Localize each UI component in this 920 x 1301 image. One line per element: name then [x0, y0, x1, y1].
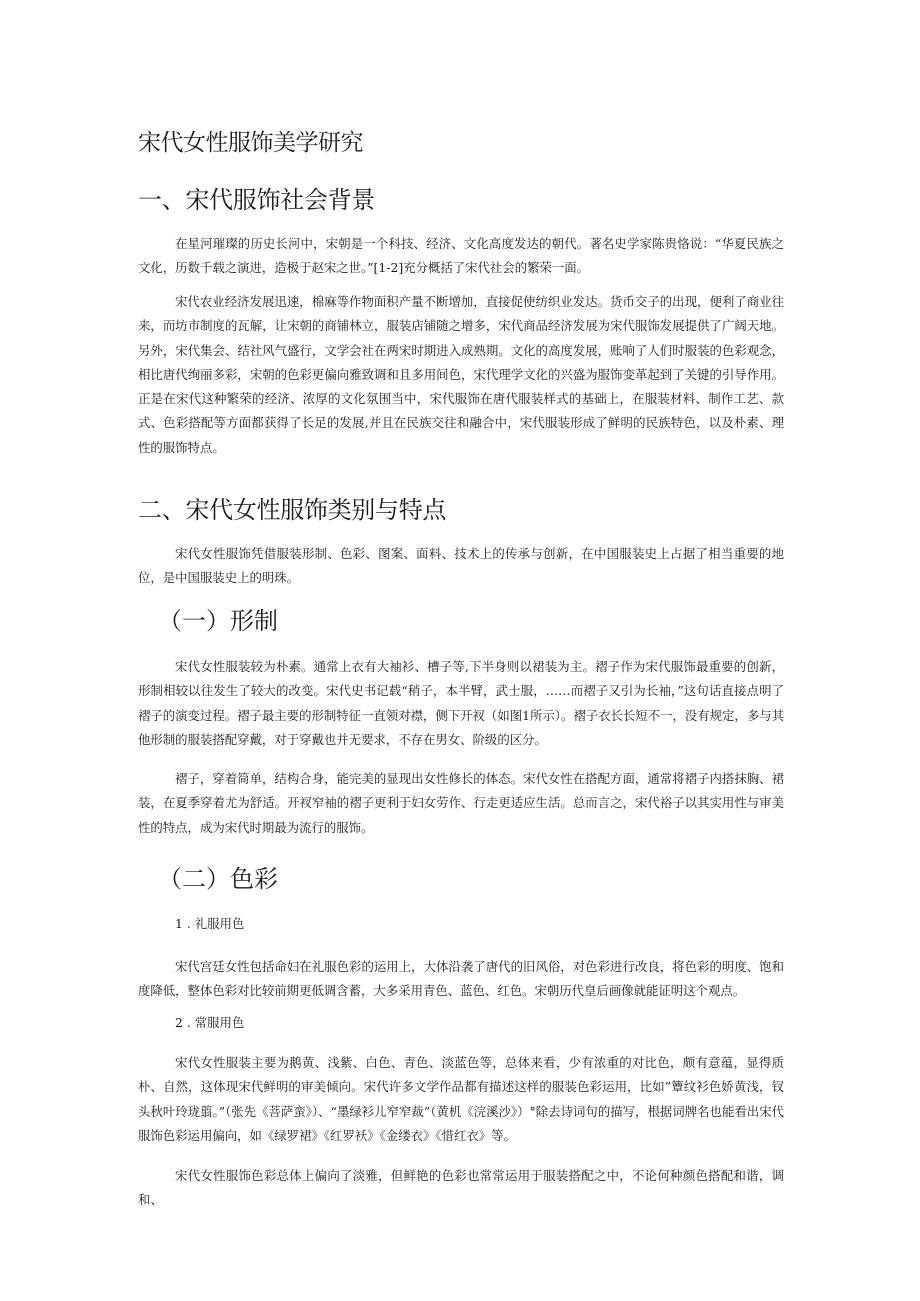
document-title: 宋代女性服饰美学研究 — [138, 130, 363, 156]
list-item-formal-color: 1 . 礼服用色 — [175, 916, 245, 931]
daily-color-paragraph: 宋代女性服装主要为鹅黄、浅紫、白色、青色、淡蓝色等，总体来看，少有浓重的对比色，颇有意蕴，显得质朴、自然，这体现宋代鲜明的审美倾向。宋代许多文学作品都有描述这样的服装色彩运用，比如”簟纹衫色娇黄浅，钗头秋叶玲珑翦。”（张先《菩萨蛮》）、“墨绿衫儿窄窄裁”（黄机《浣溪沙》）°除去诗词句的描写，根据词牌名也能看出宋代服饰色彩运用偏向，如《绿罗裙》《红罗袄》《金缕衣》《惜红衣》等。 — [138, 1055, 784, 1143]
section-1-paragraph-2: 宋代农业经济发展迅速，棉麻等作物面积产量不断增加，直接促使纺织业发达。货币交子的出现，便利了商业往来，而坊市制度的瓦解，让宋朝的商铺林立，服装店铺随之增多，宋代商品经济发展为宋代服饰发展提供了广阔天地。另外，宋代集会、结社风气盛行，文学会社在两宋时期进入成熟期。文化的高度发展，账响了人们时服装的色彩观念，相比唐代绚丽多彩，宋朝的色彩更偏向雅致调和且多用间色，宋代理学文化的兴盛为服饰变革起到了关键的引导作用。正是在宋代这种繁荣的经济、浓厚的文化氛围当中，宋代服饰在唐代服装样式的基础上，在服装材料、制作工艺、款式、色彩搭配等方面都获得了长足的发展,并且在民族交往和融合中，宋代服装形成了鲜明的民族特色，以及朴素、理性的服饰特点。 — [138, 294, 784, 455]
daily-color-paragraph-2: 宋代女性服饰色彩总体上偏向了淡雅，但鲜艳的色彩也常常运用于服装搭配之中，不论何种颜色搭配和谐，调和、 — [138, 1168, 784, 1208]
section-2-heading: 二、宋代女性服饰类别与特点 — [138, 496, 447, 524]
list-item-daily-color: 2 . 常服用色 — [175, 1015, 245, 1030]
section-2-paragraph-1: 宋代女性服饰凭借服装形制、色彩、图案、面料、技术上的传承与创新，在中国服装史上占据了相当重要的地位，是中国服装史上的明珠。 — [138, 546, 784, 586]
section-1-paragraph-1: 在星河璀璨的历史长河中，宋朝是一个科技、经济、文化高度发达的朝代。著名史学家陈贵恪说：“华夏民族之文化，历数千载之演进，造极于赵宋之世。”[1-2]充分概括了宋代社会的繁荣一面。 — [138, 236, 784, 276]
subsection-form-paragraph-1: 宋代女性服装较为朴素。通常上衣有大袖衫、槽子等,下半身则以裙装为主。褶子作为宋代服饰最重要的创新，形制相较以往发生了较大的改变。宋代史书记载“稍子，本半臂，武士服，……而褶子又引为长袖，”这句话直接点明了褶子的演变过程。褶子最主要的形制特征一直领对襟，侧下开衩（如图1所示）。褶子衣长长短不一，没有规定，多与其他形制的服装搭配穿戴，对于穿戴也并无要求，不存在男女、阶级的区分。 — [138, 659, 784, 747]
subsection-color-heading: （二）色彩 — [158, 865, 278, 893]
subsection-form-paragraph-2: 褶子，穿着简单，结构合身，能完美的显现出女性修长的体态。宋代女性在搭配方面，通常将褶子内搭抹胸、裙装，在夏季穿着尤为舒适。开衩窄袖的褶子更利于妇女劳作、行走更适应生活。总而言之，宋代裕子以其实用性与审美性的特点，成为宋代时期最为流行的服饰。 — [138, 771, 784, 835]
formal-color-paragraph: 宋代宫廷女性包括命妇在礼服色彩的运用上，大体沿袭了唐代的旧风俗，对色彩进行改良，将色彩的明度、饱和度降低，整体色彩对比较前期更低调含蓄，大多采用青色、蓝色、红色。宋朝历代皇后画像就能证明这个观点。 — [138, 959, 784, 999]
subsection-form-heading: （一）形制 — [158, 607, 278, 635]
section-1-heading: 一、宋代服饰社会背景 — [138, 186, 375, 214]
